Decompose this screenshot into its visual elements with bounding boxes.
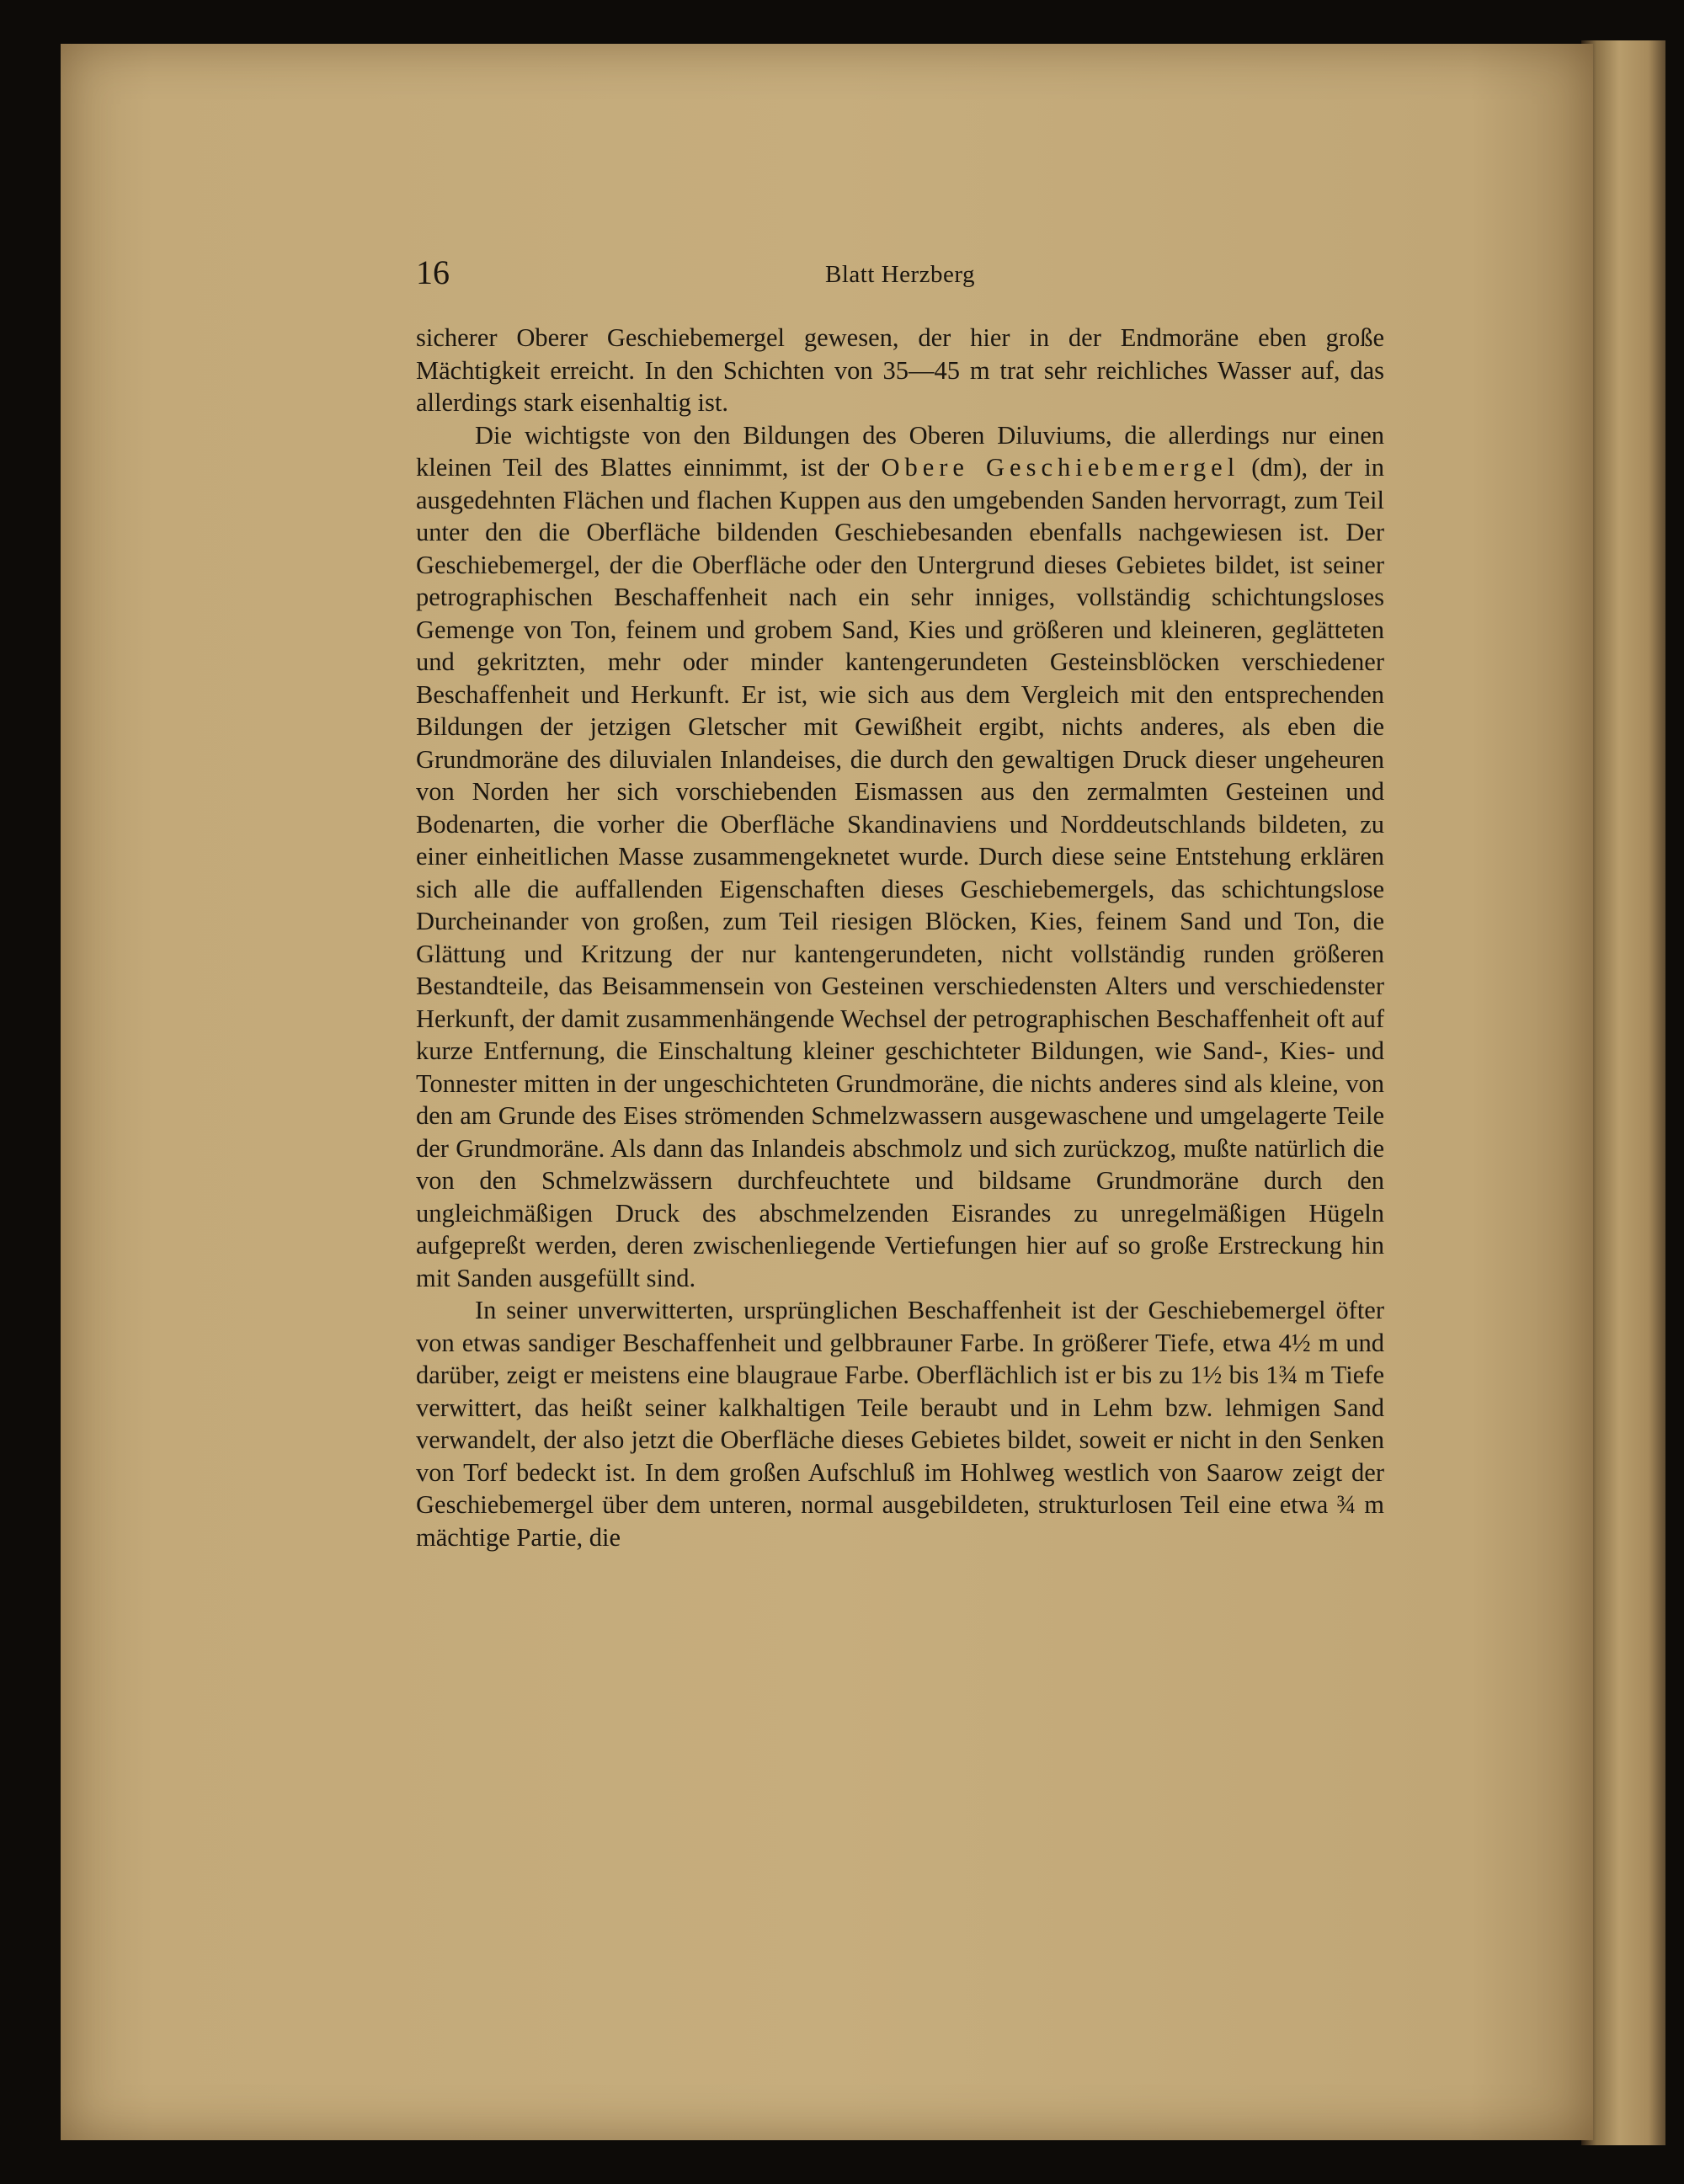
page-number: 16 xyxy=(416,253,450,291)
book-spine-edge xyxy=(1581,40,1665,2145)
page-header xyxy=(416,251,1384,301)
paragraph-2-start: Die wichtigste von den Bildungen des Oberen Diluviums, die allerdings nur einen kleinen Teil des Blattes einnimmt, ist der xyxy=(416,420,1384,482)
paragraph-3: In seiner unverwitterten, ursprünglichen Beschaffenheit ist der Geschiebemergel öfter von etwas sandiger Beschaffenheit und gelbbrauner Farbe. In größerer Tiefe, etwa 4½ m und darüber, zeigt er meistens eine blaugraue Farbe. Oberflächlich ist er bis zu 1½ bis 1¾ m Tiefe verwittert, das heißt seiner kalkhaltigen Teile beraubt und in Lehm bzw. lehmigen Sand verwandelt, der also jetzt die Oberfläche dieses Gebietes bildet, soweit er nicht in den Senken von Torf bedeckt ist. In dem großen Aufschluß im Hohlweg westlich von Saarow zeigt der Geschiebemergel über dem unteren, normal ausgebildeten, strukturlosen Teil eine etwa ¾ m mächtige Partie, die xyxy=(416,1296,1384,1552)
running-title: Blatt Herzberg xyxy=(825,261,975,288)
paragraph-2-rest: (dm), der in ausgedehnten Flächen und flachen Kuppen aus den umgebenden Sanden hervorragt, zum Teil unter den die Oberfläche bildenden Geschiebesanden ebenfalls nachgewiesen ist. Der Geschiebemergel, der die Oberfläche oder den Untergrund dieses Gebietes bildet, ist seiner petrographischen Beschaffenheit nach ein sehr inniges, vollständig schichtungsloses Gemenge von Ton, feinem und grobem Sand, Kies und größeren und kleineren, geglätteten und gekritzten, mehr oder minder kantengerundeten Gesteinsblöcken verschiedener Beschaffenheit und Herkunft. Er ist, wie sich aus dem Vergleich mit den entsprechenden Bildungen der jetzigen Gletscher mit Gewißheit ergibt, nichts anderes, als eben die Grundmoräne des diluvialen Inlandeises, die durch den gewaltigen Druck dieser ungeheuren von Norden her sich vorschiebenden Eismassen aus den zermalmten Gesteinen und Bodenarten, die vorher die Oberfläche Skandinaviens und Norddeutschlands bildeten, zu einer einheitlichen Masse zusammengeknetet wurde. Durch diese seine Entstehung erklären sich alle die auffallenden Eigenschaften dieses Geschiebemergels, das schichtungslose Durcheinander von großen, zum Teil riesigen Blöcken, Kies, feinem Sand und Ton, die Glättung und Kritzung der nur kantengerundeten, nicht vollständig runden größeren Bestandteile, das Beisammensein von Gesteinen verschiedensten Alters und verschiedenster Herkunft, der damit zusammenhängende Wechsel der petrographischen Beschaffenheit oft auf kurze Entfernung, die Einschaltung kleiner geschichteter Bildungen, wie Sand-, Kies- und Tonnester mitten in der ungeschichteten Grundmoräne, die nichts anderes sind als kleine, von den am Grunde des Eises strömenden Schmelzwassern ausgewaschene und umgelagerte Teile der Grundmoräne. Als dann das Inlandeis abschmolz und sich zurückzog, mußte natürlich die von den Schmelzwässern durchfeuchtete und bildsame Grundmoräne durch den ungleichmäßigen Druck des abschmelzenden Eisrandes zu unregelmäßigen Hügeln aufgepreßt werden, deren zwischenliegende Vertiefungen hier auf so große Erstreckung hin mit Sanden ausgefüllt sind. xyxy=(416,453,1384,1292)
spaced-term-obere-geschiebemergel: Obere Geschiebemergel xyxy=(881,453,1240,482)
body-text xyxy=(416,322,1384,1553)
paragraph-2 xyxy=(416,419,1384,1295)
paragraph-1: sicherer Oberer Geschiebemergel gewesen, der hier in der Endmoräne eben große Mächtigkeit erreicht. In den Schichten von 35—45 m trat sehr reichliches Wasser auf, das allerdings stark eisenhaltig ist. xyxy=(416,323,1384,417)
